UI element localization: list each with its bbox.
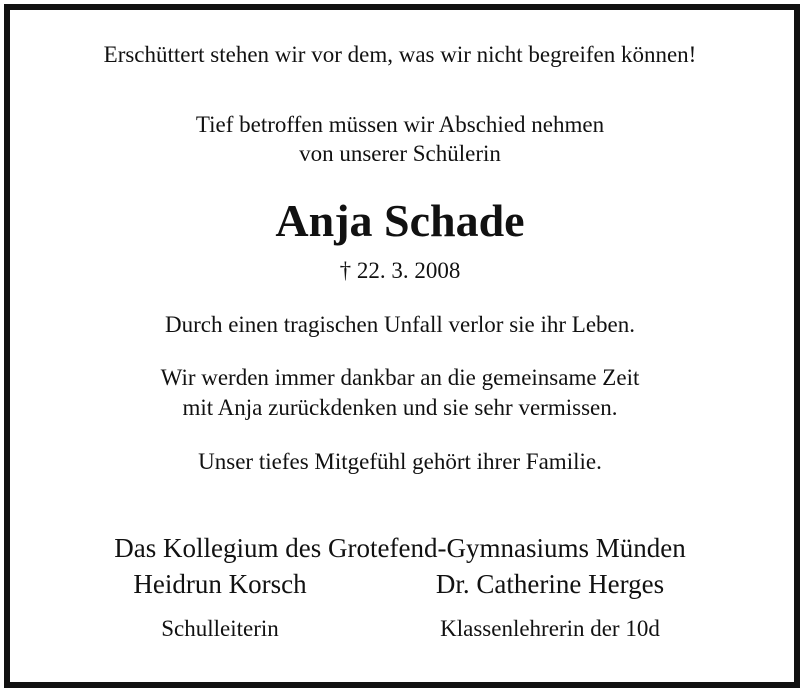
deceased-name: Anja Schade bbox=[275, 195, 525, 246]
death-date: † 22. 3. 2008 bbox=[339, 258, 461, 283]
memory-line-2: mit Anja zurückdenken und sie sehr vermissen. bbox=[182, 395, 618, 420]
signatory-role-2: Klassenlehrerin der 10d bbox=[440, 616, 660, 641]
signatory-name-1: Heidrun Korsch bbox=[133, 569, 307, 599]
farewell-line-2: von unserer Schülerin bbox=[299, 141, 501, 166]
memory-line-1: Wir werden immer dankbar an die gemeinsame Zeit bbox=[160, 365, 640, 390]
signatory-group: Das Kollegium des Grotefend-Gymnasiums Münden bbox=[114, 533, 686, 563]
farewell-line-1: Tief betroffen müssen wir Abschied nehmen bbox=[195, 112, 605, 137]
signatory-name-2: Dr. Catherine Herges bbox=[435, 569, 665, 599]
accident-text: Durch einen tragischen Unfall verlor sie ihr Leben. bbox=[164, 312, 636, 337]
sympathy-text: Unser tiefes Mitgefühl gehört ihrer Familie. bbox=[198, 449, 602, 474]
signatory-role-1: Schulleiterin bbox=[161, 616, 279, 641]
intro-text: Erschüttert stehen wir vor dem, was wir nicht begreifen können! bbox=[103, 42, 697, 67]
